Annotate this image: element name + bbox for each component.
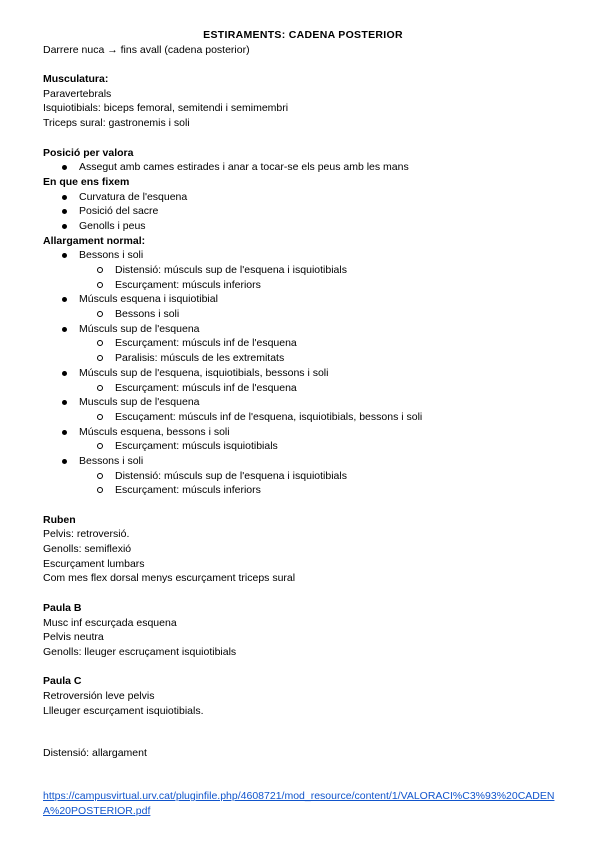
allargament-item: Músculs esquena, bessons i soli bbox=[43, 425, 563, 440]
allargament-item: Bessons i soli bbox=[43, 248, 563, 263]
fixem-bullet: Posició del sacre bbox=[43, 204, 563, 219]
fixem-heading: En que ens fixem bbox=[43, 175, 130, 188]
allargament-item: Musculs sup de l'esquena bbox=[43, 395, 563, 410]
posicio-bullet: Assegut amb cames estirades i anar a tocar-se els peus amb les mans bbox=[43, 160, 563, 175]
allargament-subitem: Escurçament: músculs inferiors bbox=[43, 483, 563, 498]
allargament-subitem: Bessons i soli bbox=[43, 307, 563, 322]
allargament-subitem: Escuçament: músculs inf de l'esquena, isquiotibials, bessons i soli bbox=[43, 410, 563, 425]
fixem-bullet: Curvatura de l'esquena bbox=[43, 190, 563, 205]
ruben-heading: Ruben bbox=[43, 513, 76, 526]
allargament-subitem: Escurçament: músculs inf de l'esquena bbox=[43, 381, 563, 396]
fixem-bullet: Genolls i peus bbox=[43, 219, 563, 234]
ruben-line: Genolls: semiflexió bbox=[43, 543, 132, 556]
allargament-item: Músculs sup de l'esquena, isquiotibials, bessons i soli bbox=[43, 366, 563, 381]
subtitle: Darrere nuca → fins avall (cadena posterior) bbox=[43, 43, 250, 56]
musculatura-line: Paravertebrals bbox=[43, 87, 112, 100]
paula-c-heading: Paula C bbox=[43, 675, 82, 688]
allargament-subitem: Distensió: músculs sup de l'esquena i isquiotibials bbox=[43, 263, 563, 278]
allargament-subitem: Escurçament: músculs inferiors bbox=[43, 278, 563, 293]
page-title: ESTIRAMENTS: CADENA POSTERIOR bbox=[203, 29, 403, 41]
ruben-line: Escurçament lumbars bbox=[43, 557, 145, 570]
paula-b-line: Pelvis neutra bbox=[43, 631, 104, 644]
allargament-item: Bessons i soli bbox=[43, 454, 563, 469]
allargament-subitem: Escurçament: músculs isquiotibials bbox=[43, 439, 563, 454]
allargament-item: Músculs esquena i isquiotibial bbox=[43, 292, 563, 307]
allargament-heading: Allargament normal: bbox=[43, 234, 146, 247]
source-link[interactable]: https://campusvirtual.urv.cat/pluginfile.php/4608721/mod_resource/content/1/VALORACI%C3%93%20CADENA%20POSTERIOR.pdf bbox=[43, 790, 555, 817]
ruben-line: Com mes flex dorsal menys escurçament triceps sural bbox=[43, 572, 296, 585]
paula-b-line: Musc inf escurçada esquena bbox=[43, 616, 177, 629]
musculatura-line: Isquiotibials: biceps femoral, semitendi i semimembri bbox=[43, 102, 289, 115]
ruben-line: Pelvis: retroversió. bbox=[43, 528, 130, 541]
musculatura-heading: Musculatura: bbox=[43, 73, 109, 86]
paula-b-heading: Paula B bbox=[43, 601, 82, 614]
allargament-item: Músculs sup de l'esquena bbox=[43, 322, 563, 337]
allargament-subitem: Escurçament: músculs inf de l'esquena bbox=[43, 336, 563, 351]
posicio-heading: Posició per valora bbox=[43, 146, 134, 159]
paula-c-line: Retroversión leve pelvis bbox=[43, 689, 155, 702]
allargament-subitem: Distensió: músculs sup de l'esquena i isquiotibials bbox=[43, 469, 563, 484]
paula-c-line: Llleuger escurçament isquiotibials. bbox=[43, 704, 204, 717]
document-page bbox=[43, 28, 563, 818]
distensio-note: Distensió: allargament bbox=[43, 747, 147, 760]
paula-b-line: Genolls: lleuger escruçament isquiotibials bbox=[43, 645, 237, 658]
musculatura-line: Triceps sural: gastronemis i soli bbox=[43, 117, 190, 130]
allargament-subitem: Paralisis: músculs de les extremitats bbox=[43, 351, 563, 366]
